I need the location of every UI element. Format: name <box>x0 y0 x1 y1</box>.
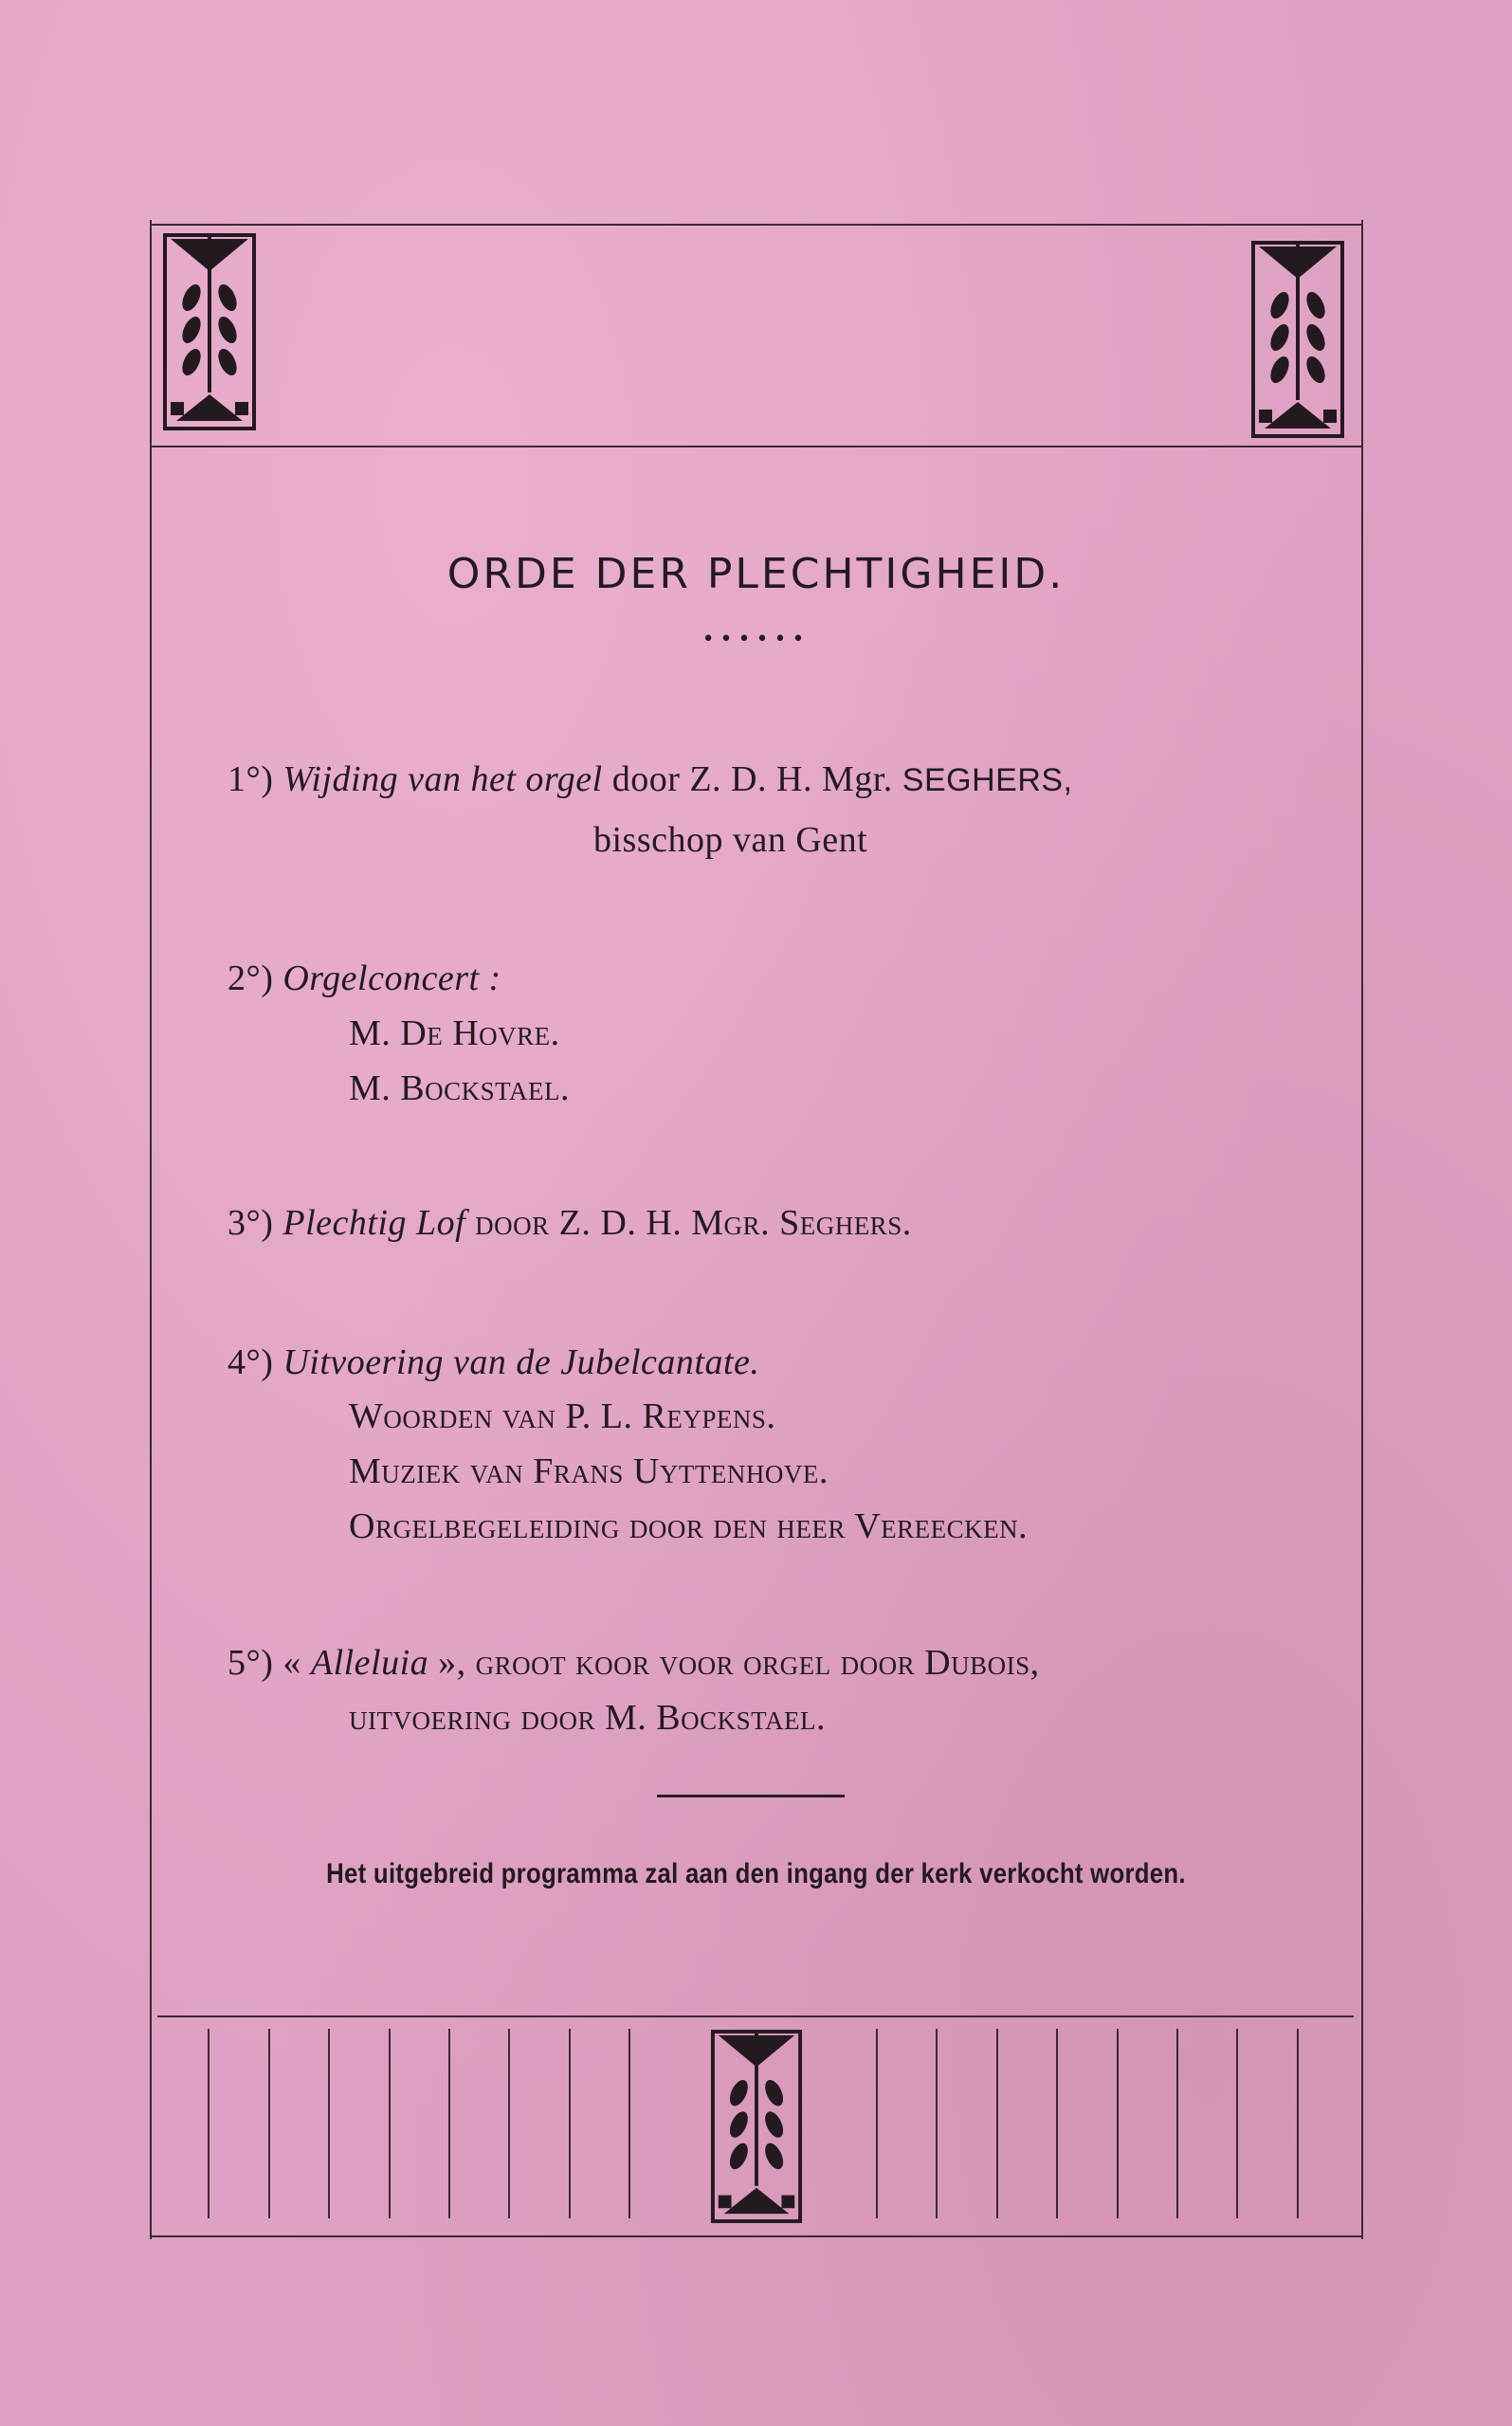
item-1-title: Wijding van het orgel <box>282 759 603 799</box>
item-3-title: Plechtig Lof <box>282 1203 466 1243</box>
item-5-number: 5°) <box>228 1643 274 1683</box>
item-4-line-4: Orgelbegeleiding door den heer Vereecken. <box>349 1506 1029 1546</box>
footer-top-line <box>157 2016 1354 2017</box>
item-5-title: Alleluia <box>310 1643 429 1683</box>
item-1 <box>228 758 1073 800</box>
footer-bar <box>328 2029 330 2218</box>
item-2-line-2: M. De Hovre. <box>349 1013 560 1053</box>
title-separator-dots: •••••• <box>701 628 811 651</box>
item-4-line-2: Woorden van P. L. Reypens. <box>349 1396 776 1436</box>
item-1-text: door Z. D. H. Mgr. <box>602 759 902 799</box>
item-2-number: 2°) <box>228 958 274 998</box>
item-5-quote-open: « <box>282 1643 311 1683</box>
item-5 <box>228 1642 1040 1684</box>
item-5-line-2: uitvoering door M. Bockstael. <box>349 1698 826 1738</box>
item-2-line-3: M. Bockstael. <box>349 1068 570 1108</box>
item-1-line-2: bisschop van Gent <box>593 820 868 860</box>
footer-bar <box>268 2029 270 2218</box>
footer-bar <box>448 2029 450 2218</box>
footer-bar <box>936 2029 938 2218</box>
item-2 <box>228 958 501 999</box>
item-1-number: 1°) <box>228 759 274 799</box>
item-4-number: 4°) <box>228 1342 274 1382</box>
header-bottom-line <box>150 446 1361 447</box>
item-3-number: 3°) <box>228 1203 274 1243</box>
footer-bar <box>389 2029 391 2218</box>
top-border-line <box>150 224 1361 226</box>
item-3 <box>228 1202 912 1244</box>
footer-bar <box>1117 2029 1119 2218</box>
footer-bar <box>208 2029 209 2218</box>
ornament-right-icon <box>1249 239 1346 440</box>
footer-bar <box>1297 2029 1299 2218</box>
footer-bar <box>628 2029 630 2218</box>
item-4 <box>228 1341 759 1383</box>
footer-bar <box>508 2029 510 2218</box>
footer-bar <box>876 2029 878 2218</box>
page-title: ORDE DER PLECHTIGHEID. <box>446 550 1066 598</box>
footer-note: Het uitgebreid programma zal aan den ingang der kerk verkocht worden. <box>326 1858 1186 1889</box>
item-3-text: door Z. D. H. Mgr. Seghers. <box>465 1203 912 1243</box>
item-5-text: », groot koor voor orgel door Dubois, <box>428 1643 1040 1683</box>
ornament-footer-icon <box>709 2025 804 2228</box>
footer-bar <box>996 2029 998 2218</box>
item-4-line-3: Muziek van Frans Uyttenhove. <box>349 1451 829 1491</box>
footer-bar <box>1176 2029 1178 2218</box>
item-1-name: SEGHERS, <box>902 762 1073 798</box>
section-divider <box>657 1795 845 1797</box>
footer-bar <box>1056 2029 1058 2218</box>
bottom-border-line <box>150 2235 1361 2237</box>
ornament-left-icon <box>161 231 258 432</box>
item-4-title: Uitvoering van de Jubelcantate. <box>282 1342 760 1382</box>
item-2-title: Orgelconcert : <box>282 958 501 998</box>
footer-bar <box>1236 2029 1238 2218</box>
footer-bar <box>569 2029 571 2218</box>
